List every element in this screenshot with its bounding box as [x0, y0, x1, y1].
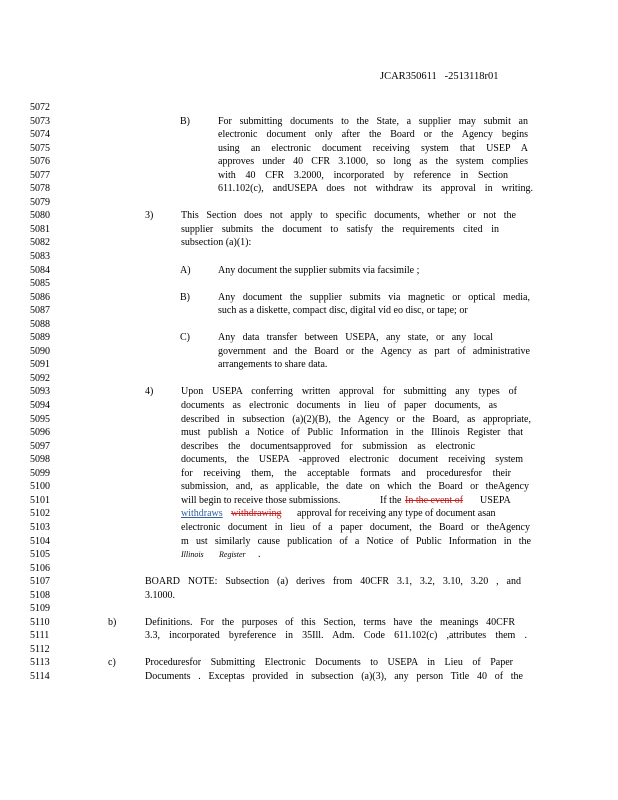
line-text: government and the Board or the Agency as part of administrative — [218, 345, 530, 357]
line-text: Upon USEPA conferring written approval for submitting any types of — [181, 386, 517, 398]
line-number: 5079 — [30, 196, 50, 208]
line-number: 5073 — [30, 115, 50, 127]
document-line — [0, 196, 618, 210]
line-number: 5110 — [30, 616, 50, 628]
line-text: supplier submits the document to satisfy the requirements cited in — [181, 223, 499, 235]
document-line — [0, 521, 618, 535]
document-line — [0, 562, 618, 576]
line-number: 5096 — [30, 427, 50, 439]
line-number: 5106 — [30, 562, 50, 574]
italic-text: Register — [219, 550, 246, 560]
document-line — [0, 236, 618, 250]
line-number: 5083 — [30, 251, 50, 263]
document-line — [0, 264, 618, 278]
document-line — [0, 616, 618, 630]
line-number: 5101 — [30, 494, 50, 506]
document-line — [0, 385, 618, 399]
line-number: 5074 — [30, 129, 50, 141]
document-line — [0, 142, 618, 156]
document-lines — [0, 101, 618, 684]
line-number: 5104 — [30, 535, 50, 547]
line-number: 5086 — [30, 291, 50, 303]
document-line — [0, 101, 618, 115]
line-number: 5080 — [30, 210, 50, 222]
document-line — [0, 670, 618, 684]
document-line — [0, 643, 618, 657]
document-line — [0, 128, 618, 142]
document-header: JCAR350611 -2513118r01 — [380, 71, 499, 82]
line-text: describes the documentsapproved for submission as electronic — [181, 440, 475, 452]
line-text: 3.1000. — [145, 589, 175, 601]
item-label: 3) — [145, 210, 154, 222]
line-number: 5076 — [30, 156, 50, 168]
document-line — [0, 304, 618, 318]
line-text: electronic document in lieu of a paper document, the Board or theAgency — [181, 521, 530, 533]
document-line — [0, 399, 618, 413]
document-line — [0, 209, 618, 223]
italic-text: Illinois — [181, 550, 204, 560]
line-text: must publish a Notice of Public Information in the Illinois Register that — [181, 427, 523, 439]
line-text: Any document the supplier submits via magnetic or optical media, — [218, 291, 530, 303]
line-text-segment: If the — [380, 494, 402, 506]
line-number: 5078 — [30, 183, 50, 195]
line-number: 5093 — [30, 386, 50, 398]
line-number: 5075 — [30, 142, 50, 154]
line-text: electronic document only after the Board or the Agency begins — [218, 129, 528, 141]
document-line — [0, 277, 618, 291]
line-text: arrangements to share data. — [218, 359, 328, 371]
line-number: 5114 — [30, 670, 50, 682]
line-number: 5107 — [30, 576, 50, 588]
document-line — [0, 345, 618, 359]
document-line — [0, 250, 618, 264]
document-line — [0, 548, 618, 562]
item-label: c) — [108, 657, 116, 669]
line-text-segment: . — [258, 549, 261, 561]
line-number: 5112 — [30, 643, 50, 655]
line-text: Proceduresfor Submitting Electronic Documents to USEPA in Lieu of Paper — [145, 657, 513, 669]
line-number: 5085 — [30, 278, 50, 290]
line-number: 5109 — [30, 603, 50, 615]
document-line — [0, 480, 618, 494]
document-line — [0, 589, 618, 603]
line-text: described in subsection (a)(2)(B), the Agency or the Board, as appropriate, — [181, 413, 531, 425]
document-line — [0, 656, 618, 670]
inserted-text: withdraws — [181, 508, 223, 520]
line-number: 5087 — [30, 305, 50, 317]
document-line — [0, 602, 618, 616]
line-number: 5097 — [30, 440, 50, 452]
line-number: 5108 — [30, 589, 50, 601]
line-number: 5113 — [30, 657, 50, 669]
deleted-text: withdrawing — [231, 508, 282, 520]
line-number: 5084 — [30, 264, 50, 276]
line-number: 5100 — [30, 481, 50, 493]
line-text: approves under 40 CFR 3.1000, so long as the system complies — [218, 156, 528, 168]
line-number: 5082 — [30, 237, 50, 249]
item-label: A) — [180, 264, 191, 276]
line-text-segment: USEPA — [480, 494, 511, 506]
line-text: Definitions. For the purposes of this Section, terms have the meanings 40CFR — [145, 616, 515, 628]
line-text: with 40 CFR 3.2000, incorporated by reference in Section — [218, 169, 508, 181]
document-line — [0, 575, 618, 589]
line-text: such as a diskette, compact disc, digital vid eo disc, or tape; or — [218, 305, 468, 317]
item-label: b) — [108, 616, 117, 628]
document-line — [0, 467, 618, 481]
line-number: 5072 — [30, 102, 50, 113]
line-text: This Section does not apply to specific documents, whether or not the — [181, 210, 516, 222]
line-number: 5089 — [30, 332, 50, 344]
document-line — [0, 318, 618, 332]
document-line — [0, 115, 618, 129]
line-text-segment: approval for receiving any type of document asan — [297, 508, 496, 520]
document-line — [0, 372, 618, 386]
line-text: using an electronic document receiving system that USEP A — [218, 142, 528, 154]
document-line — [0, 494, 618, 508]
line-text: BOARD NOTE: Subsection (a) derives from 40CFR 3.1, 3.2, 3.10, 3.20 , and — [145, 576, 521, 588]
line-text: documents as electronic documents in lieu of paper documents, as — [181, 400, 497, 412]
line-text: 611.102(c), andUSEPA does not withdraw its approval in writing. — [218, 183, 533, 195]
line-number: 5099 — [30, 467, 50, 479]
document-line — [0, 440, 618, 454]
item-label: B) — [180, 291, 190, 303]
line-number: 5091 — [30, 359, 50, 371]
document-line — [0, 358, 618, 372]
document-line — [0, 453, 618, 467]
line-text: Any document the supplier submits via facsimile ; — [218, 264, 420, 276]
document-line — [0, 182, 618, 196]
line-text: 3.3, incorporated byreference in 35Ill. Adm. Code 611.102(c) ,attributes them . — [145, 630, 527, 642]
document-line — [0, 413, 618, 427]
line-number: 5081 — [30, 223, 50, 235]
line-text: for receiving them, the acceptable formats and proceduresfor their — [181, 467, 511, 479]
line-text: Documents . Exceptas provided in subsection (a)(3), any person Title 40 of the — [145, 670, 523, 682]
document-line — [0, 629, 618, 643]
line-number: 5105 — [30, 549, 50, 561]
document-line — [0, 535, 618, 549]
line-text: documents, the USEPA -approved electronic document receiving system — [181, 454, 523, 466]
line-number: 5102 — [30, 508, 50, 520]
line-number: 5077 — [30, 169, 50, 181]
line-text: m ust similarly cause publication of a Notice of Public Information in the — [181, 535, 531, 547]
item-label: C) — [180, 332, 190, 344]
line-number: 5088 — [30, 318, 50, 330]
item-label: B) — [180, 115, 190, 127]
line-text: submission, and, as applicable, the date on which the Board or theAgency — [181, 481, 529, 493]
line-number: 5103 — [30, 521, 50, 533]
document-line — [0, 507, 618, 521]
line-number: 5098 — [30, 454, 50, 466]
line-number: 5090 — [30, 345, 50, 357]
line-text: will begin to receive those submissions. — [181, 494, 341, 506]
item-label: 4) — [145, 386, 154, 398]
document-line — [0, 426, 618, 440]
line-text: Any data transfer between USEPA, any state, or any local — [218, 332, 493, 344]
document-line — [0, 223, 618, 237]
line-number: 5094 — [30, 400, 50, 412]
deleted-text: In the event of — [405, 494, 464, 506]
document-line — [0, 291, 618, 305]
line-number: 5095 — [30, 413, 50, 425]
line-text: subsection (a)(1): — [181, 237, 252, 249]
line-number: 5092 — [30, 372, 50, 384]
line-text: For submitting documents to the State, a supplier may submit an — [218, 115, 528, 127]
document-line — [0, 331, 618, 345]
line-number: 5111 — [30, 630, 50, 642]
document-line — [0, 169, 618, 183]
document-line — [0, 155, 618, 169]
